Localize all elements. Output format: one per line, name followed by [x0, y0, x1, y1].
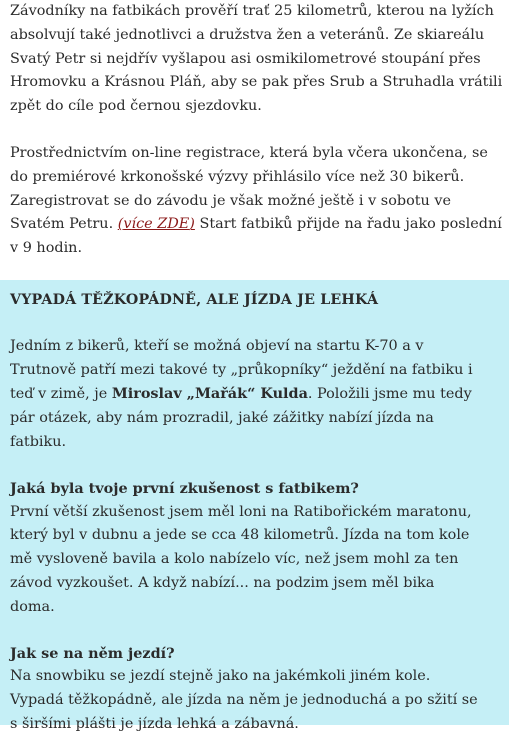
interviewee-name: Miroslav „Mařák“ Kulda: [111, 385, 308, 403]
question: Jak se na něm jezdí?: [10, 644, 175, 662]
paragraph-text: Prostřednictvím on-line registrace, která byla včera ukončena, se do premiérové krkonošské výzvy přihlásilo více než 30 bikerů. Zaregistrovat se do závodu je však možné ještě i v sobotu ve Svatém Petru.: [10, 144, 488, 233]
article-paragraph: [0, 142, 505, 261]
intro-text: Jedním z bikerů, kteří se možná objeví na startu K-70 a v Trutnově patří mezi takové ty „průkopníky“ ježdění na fatbiku i teď v zimě, je: [10, 337, 473, 403]
answer: Na snowbiku se jezdí stejně jako na jakémkoli jiném kole. Vypadá těžkopádně, ale jízda na něm je jednoduchá a po sžití se s širšími plášti je jízda lehká a zábavná.: [10, 668, 478, 732]
qa-block: [0, 642, 480, 737]
box-intro: [0, 335, 480, 455]
question: Jaká byla tvoje první zkušenost s fatbikem?: [10, 479, 359, 497]
link-paren: ): [189, 216, 195, 233]
interview-box: [0, 280, 509, 732]
paragraph-text: Start fatbiků přijde na řadu jako poslední v 9 hodin.: [10, 216, 502, 257]
box-title: VYPADÁ TĚŽKOPÁDNĚ, ALE JÍZDA JE LEHKÁ: [10, 292, 379, 308]
link-paren: (: [117, 216, 124, 233]
more-link-text[interactable]: více ZDE: [123, 216, 190, 233]
more-link[interactable]: [118, 216, 195, 232]
qa-block: [0, 477, 480, 620]
intro-text: . Položili jsme mu tedy pár otázek, aby nám prozradil, jaké zážitky nabízí jízda na fatbiku.: [10, 386, 472, 450]
answer: První větší zkušenost jsem měl loni na Ratibořickém maratonu, který byl v dubnu a jede se cca 48 kilometrů. Jízda na tom kole mě vysloveně bavila a kolo nabízelo víc, než jsem mohl za ten závod vyzkoušet. A když nabízí... na podzim jsem měl bika doma.: [10, 503, 472, 615]
paragraph-text: Závodníky na fatbikách prověří trať 25 kilometrů, kterou na lyžích absolvují také jednotlivci a družstva žen a veteránů. Ze skiareálu Svatý Petr si nejdřív vyšlapou asi osmikilometrové stoupání přes Hromovku a Krásnou Pláň, aby se pak přes Srub a Struhadla vrátili zpět do cíle pod černou sjezdovku.: [10, 3, 503, 115]
article-paragraph: [0, 0, 505, 119]
